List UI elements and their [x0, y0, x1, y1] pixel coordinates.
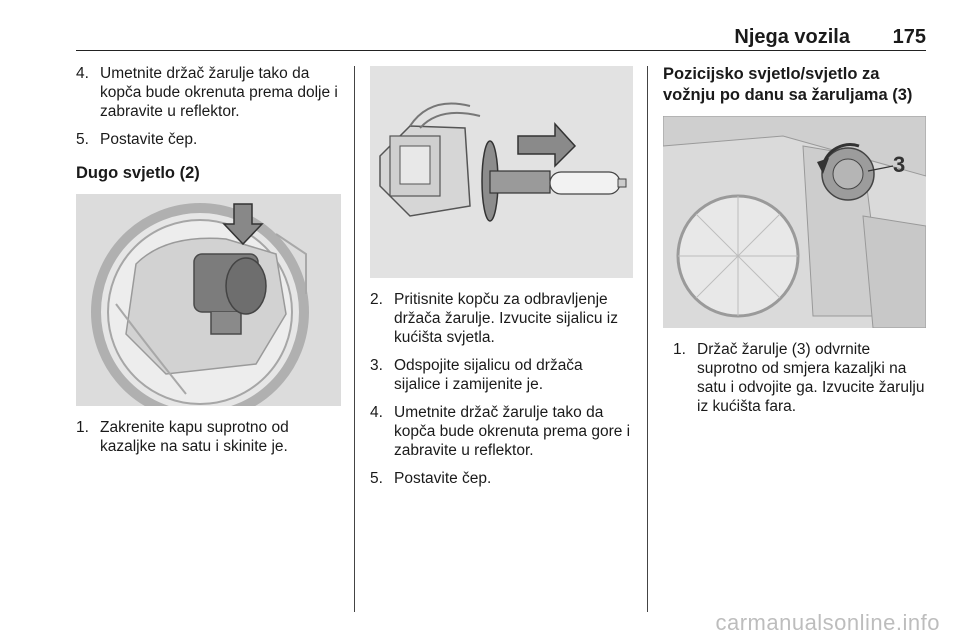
steps-list-top	[76, 64, 341, 149]
step-text: Postavite čep.	[394, 470, 492, 487]
position-light-illustration	[663, 116, 926, 328]
column-2	[370, 64, 633, 497]
column-3	[663, 64, 926, 425]
section-heading-high-beam: Dugo svjetlo (2)	[76, 164, 200, 182]
steps-list	[663, 340, 926, 416]
column-1	[76, 64, 341, 465]
header-rule	[76, 50, 926, 51]
column-divider-1	[354, 66, 355, 612]
step-number: 5.	[76, 131, 89, 148]
step-item	[370, 356, 633, 394]
high-beam-illustration	[76, 194, 341, 406]
section-heading-position-light: Pozicijsko svjetlo/svjetlo za vožnju po danu sa žaruljama (3)	[663, 65, 913, 104]
watermark: carmanualsonline.info	[715, 610, 940, 635]
column-divider-2	[647, 66, 648, 612]
step-item	[370, 469, 633, 488]
step-text: Pritisnite kopču za odbravljenje držača žarulje. Izvucite sijalicu iz kućišta svjetla.	[394, 291, 618, 346]
step-item	[370, 290, 633, 347]
bulb-removal-illustration	[370, 66, 633, 278]
step-text: Postavite čep.	[100, 131, 198, 148]
step-number: 4.	[76, 65, 89, 82]
page-number: 175	[892, 26, 926, 48]
step-number: 3.	[370, 357, 383, 374]
figure-label-3: 3	[893, 152, 906, 177]
step-number: 5.	[370, 470, 383, 487]
step-number: 1.	[673, 341, 686, 358]
step-item	[76, 418, 341, 456]
step-text: Odspojite sijalicu od držača sijalice i zamijenite je.	[394, 357, 583, 393]
step-text: Držač žarulje (3) odvrnite suprotno od smjera kazaljki na satu i odvojite ga. Izvucite žarulju iz kućišta fara.	[697, 341, 925, 415]
position-light-figure	[663, 116, 926, 328]
step-number: 1.	[76, 419, 89, 436]
step-number: 2.	[370, 291, 383, 308]
header-title: Njega vozila	[734, 26, 850, 48]
steps-list-bottom	[76, 418, 341, 456]
step-item	[76, 130, 341, 149]
step-item	[370, 403, 633, 460]
step-text: Umetnite držač žarulje tako da kopča bude okrenuta prema dolje i zabravite u reflektor.	[100, 65, 338, 120]
step-item	[76, 64, 341, 121]
steps-list	[370, 290, 633, 488]
step-text: Zakrenite kapu suprotno od kazaljke na satu i skinite je.	[100, 419, 289, 455]
step-text: Umetnite držač žarulje tako da kopča bude okrenuta prema gore i zabravite u reflektor.	[394, 404, 631, 459]
step-item	[673, 340, 926, 416]
step-number: 4.	[370, 404, 383, 421]
